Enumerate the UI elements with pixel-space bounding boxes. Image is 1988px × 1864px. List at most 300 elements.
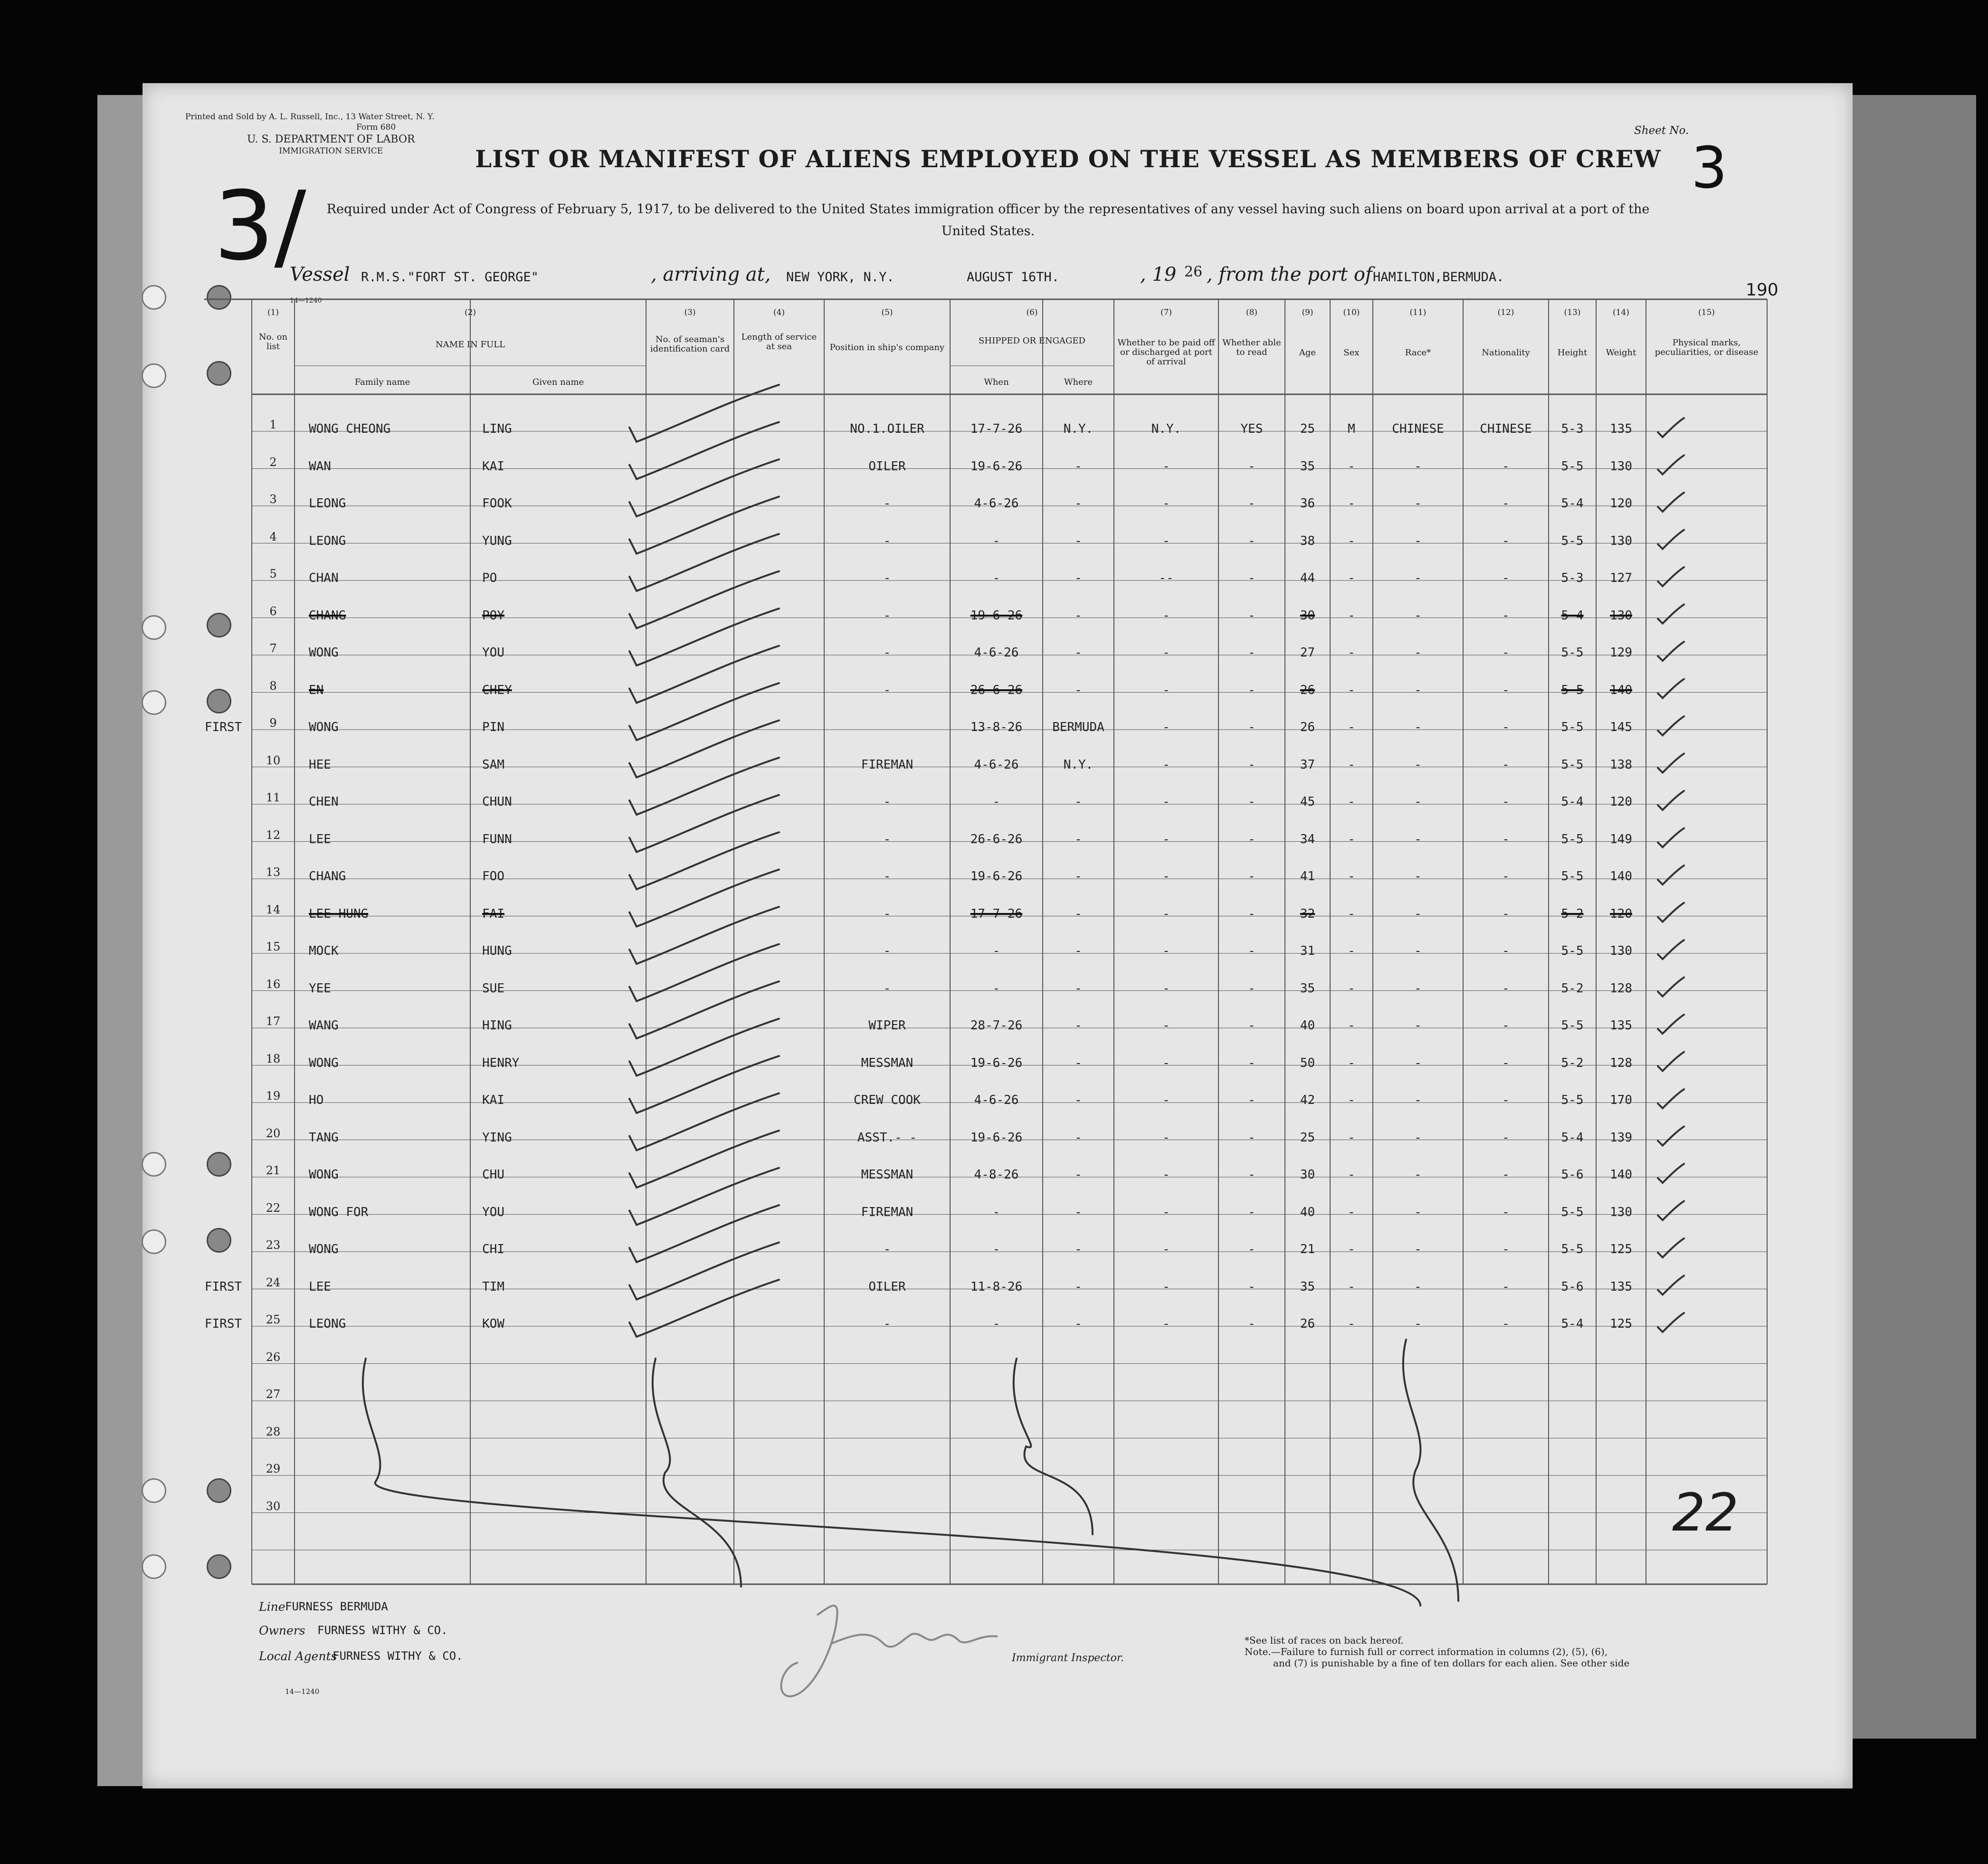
header-position-number: (5) bbox=[881, 308, 893, 317]
family-name: WONG bbox=[309, 1056, 339, 1070]
weight: 127 bbox=[1610, 571, 1632, 585]
paid-off: - bbox=[1162, 1242, 1170, 1256]
given-name: KAI bbox=[482, 1093, 504, 1107]
weight: 170 bbox=[1610, 1093, 1632, 1107]
row-note: FIRST bbox=[204, 1279, 242, 1294]
sex: - bbox=[1348, 646, 1355, 660]
race: - bbox=[1414, 646, 1422, 660]
able-to-read: - bbox=[1248, 1242, 1256, 1256]
from-label: , from the port of bbox=[1207, 264, 1372, 285]
header-able-to-read-number: (8) bbox=[1246, 308, 1258, 317]
pencil-check-mark bbox=[629, 1168, 779, 1225]
physical-marks-check bbox=[1658, 642, 1684, 661]
row-number: 6 bbox=[269, 604, 277, 618]
physical-marks-check bbox=[1658, 1164, 1684, 1183]
shipped-where: - bbox=[1075, 571, 1082, 585]
ditto-line bbox=[1014, 1359, 1093, 1534]
able-to-read: - bbox=[1248, 1279, 1256, 1294]
weight: 139 bbox=[1610, 1130, 1632, 1145]
pencil-check-mark bbox=[629, 497, 779, 554]
given-name: FAI bbox=[482, 906, 504, 921]
race: - bbox=[1414, 832, 1422, 846]
able-to-read: - bbox=[1248, 981, 1256, 996]
able-to-read: - bbox=[1248, 1018, 1256, 1033]
shipped-when: - bbox=[992, 1317, 1000, 1331]
shipped-when: - bbox=[992, 1242, 1000, 1256]
given-name: PIN bbox=[482, 720, 504, 734]
sheet-number: 3 bbox=[1691, 135, 1728, 201]
paid-off: - bbox=[1162, 1056, 1170, 1070]
family-name: LEE HUNG bbox=[309, 906, 369, 921]
age: 26 bbox=[1300, 720, 1315, 734]
given-name: FUNN bbox=[482, 832, 512, 846]
position: - bbox=[883, 646, 891, 660]
paid-off: - bbox=[1162, 944, 1170, 958]
paid-off: - bbox=[1162, 869, 1170, 884]
paid-off: - bbox=[1162, 795, 1170, 809]
shipped-when: 19-6-26 bbox=[970, 1056, 1023, 1070]
row-number: 30 bbox=[266, 1499, 281, 1513]
age: 35 bbox=[1300, 981, 1315, 996]
shipped-when: 4-8-26 bbox=[974, 1168, 1019, 1182]
height: 5-5 bbox=[1561, 1242, 1584, 1256]
sex: - bbox=[1348, 906, 1355, 921]
position: - bbox=[883, 571, 891, 585]
paid-off: - bbox=[1162, 646, 1170, 660]
able-to-read: - bbox=[1248, 869, 1256, 884]
family-name: WONG bbox=[309, 1242, 339, 1256]
given-name: CHEY bbox=[482, 683, 512, 697]
header-weight: Weight bbox=[1606, 348, 1636, 358]
sex: - bbox=[1348, 1168, 1355, 1182]
shipped-where: - bbox=[1075, 795, 1082, 809]
penalty-note-2: and (7) is punishable by a fine of ten dollars for each alien. See other side bbox=[1273, 1657, 1630, 1669]
nationality: - bbox=[1502, 720, 1510, 734]
weight: 130 bbox=[1610, 944, 1632, 958]
age: 44 bbox=[1300, 571, 1315, 585]
family-name: LEONG bbox=[309, 533, 346, 548]
height: 5-4 bbox=[1561, 795, 1584, 809]
nationality: - bbox=[1502, 944, 1510, 958]
position: - bbox=[883, 496, 891, 511]
printer-imprint: Printed and Sold by A. L. Russell, Inc., 13 Water Street, N. Y. bbox=[185, 112, 435, 122]
nationality: - bbox=[1502, 1317, 1510, 1331]
paid-off: - bbox=[1162, 496, 1170, 511]
nationality: - bbox=[1502, 906, 1510, 921]
able-to-read: - bbox=[1248, 944, 1256, 958]
nationality: - bbox=[1502, 1018, 1510, 1033]
given-name: SAM bbox=[482, 757, 504, 772]
pencil-check-mark bbox=[629, 944, 779, 1001]
pencil-check-mark bbox=[629, 870, 779, 927]
age: 32 bbox=[1300, 906, 1315, 921]
sex: - bbox=[1348, 795, 1355, 809]
race: - bbox=[1414, 795, 1422, 809]
sex: - bbox=[1348, 720, 1355, 734]
nationality: - bbox=[1502, 1279, 1510, 1294]
race: - bbox=[1414, 757, 1422, 772]
height: 5-5 bbox=[1561, 1018, 1584, 1033]
header-able-to-read: Whether able to read bbox=[1222, 338, 1281, 357]
position: NO.1.OILER bbox=[850, 422, 924, 436]
pencil-check-mark bbox=[629, 1094, 779, 1151]
paid-off: - bbox=[1162, 981, 1170, 996]
height: 5-5 bbox=[1561, 683, 1584, 697]
row-number: 29 bbox=[266, 1462, 281, 1475]
shipped-when: 19-6-26 bbox=[970, 1130, 1023, 1145]
given-name: FOOK bbox=[482, 496, 512, 511]
shipped-when: 26-6-26 bbox=[970, 832, 1023, 846]
shipped-where: - bbox=[1075, 1317, 1082, 1331]
able-to-read: - bbox=[1248, 571, 1256, 585]
ditto-line bbox=[363, 1359, 1420, 1606]
physical-marks-check bbox=[1658, 828, 1684, 847]
shipped-when: - bbox=[992, 1205, 1000, 1219]
arrival-date: AUGUST 16TH. bbox=[967, 270, 1060, 285]
header-shipped-number: (6) bbox=[1026, 308, 1038, 317]
sex: - bbox=[1348, 1056, 1355, 1070]
weight: 120 bbox=[1610, 795, 1632, 809]
header-race: Race* bbox=[1405, 348, 1431, 358]
paid-off: - bbox=[1162, 1168, 1170, 1182]
height: 5-5 bbox=[1561, 646, 1584, 660]
header-nationality-number: (12) bbox=[1497, 308, 1514, 317]
header-sex-number: (10) bbox=[1343, 308, 1360, 317]
family-name: CHANG bbox=[309, 869, 346, 884]
position: - bbox=[883, 869, 891, 884]
given-name: HUNG bbox=[482, 944, 512, 958]
able-to-read: - bbox=[1248, 1130, 1256, 1145]
arriving-port: NEW YORK, N.Y. bbox=[786, 270, 894, 285]
row-number: 11 bbox=[266, 791, 281, 804]
shipped-where: BERMUDA bbox=[1052, 720, 1104, 734]
weight: 140 bbox=[1610, 683, 1632, 697]
paid-off: - bbox=[1162, 608, 1170, 623]
header-height-number: (13) bbox=[1564, 308, 1581, 317]
shipped-where: - bbox=[1075, 1093, 1082, 1107]
race: - bbox=[1414, 608, 1422, 623]
paid-off: - bbox=[1162, 1018, 1170, 1033]
header-shipped-or-engaged: SHIPPED OR ENGAGED bbox=[979, 336, 1085, 346]
paid-off: -- bbox=[1159, 571, 1174, 585]
given-name: YING bbox=[482, 1130, 512, 1145]
row-number: 7 bbox=[269, 642, 277, 655]
given-name: YOU bbox=[482, 646, 504, 660]
header-paid-off: Whether to be paid off or discharged at port of arrival bbox=[1117, 338, 1215, 367]
weight: 145 bbox=[1610, 720, 1632, 734]
nationality: - bbox=[1502, 496, 1510, 511]
position: MESSMAN bbox=[861, 1056, 913, 1070]
shipped-when: 4-6-26 bbox=[974, 1093, 1019, 1107]
shipped-where: - bbox=[1075, 646, 1082, 660]
row-number: 22 bbox=[266, 1201, 281, 1215]
pencil-check-mark bbox=[629, 422, 779, 479]
position: OILER bbox=[868, 1279, 906, 1294]
able-to-read: - bbox=[1248, 646, 1256, 660]
header-no-on-list: No. on list bbox=[258, 332, 288, 352]
sex: - bbox=[1348, 869, 1355, 884]
position: - bbox=[883, 981, 891, 996]
given-name: LING bbox=[482, 422, 512, 436]
sex: - bbox=[1348, 1279, 1355, 1294]
able-to-read: - bbox=[1248, 496, 1256, 511]
race-note: *See list of races on back hereof. bbox=[1245, 1635, 1404, 1646]
row-number: 10 bbox=[266, 753, 281, 767]
height: 5-2 bbox=[1561, 906, 1584, 921]
given-name: YOU bbox=[482, 1205, 504, 1219]
nationality: - bbox=[1502, 1056, 1510, 1070]
able-to-read: - bbox=[1248, 1205, 1256, 1219]
sex: - bbox=[1348, 533, 1355, 548]
paid-off: - bbox=[1162, 1205, 1170, 1219]
shipped-where: - bbox=[1075, 832, 1082, 846]
weight: 129 bbox=[1610, 646, 1632, 660]
physical-marks-check bbox=[1658, 716, 1684, 735]
race: - bbox=[1414, 1168, 1422, 1182]
nationality: - bbox=[1502, 683, 1510, 697]
paid-off: - bbox=[1162, 1130, 1170, 1145]
row-number: 17 bbox=[266, 1015, 281, 1028]
from-port: HAMILTON,BERMUDA. bbox=[1373, 270, 1504, 285]
pencil-check-mark bbox=[629, 981, 779, 1038]
row-number: 9 bbox=[269, 716, 277, 730]
pencil-check-mark bbox=[629, 907, 779, 964]
sex: - bbox=[1348, 1093, 1355, 1107]
position: OILER bbox=[868, 459, 906, 474]
family-name: CHANG bbox=[309, 608, 346, 623]
shipped-where: - bbox=[1075, 906, 1082, 921]
inspector-signature bbox=[760, 1587, 1026, 1710]
row-number: 21 bbox=[266, 1164, 281, 1177]
height: 5-5 bbox=[1561, 944, 1584, 958]
nationality: - bbox=[1502, 1242, 1510, 1256]
able-to-read: - bbox=[1248, 1317, 1256, 1331]
pencil-check-mark bbox=[629, 832, 779, 889]
height: 5-6 bbox=[1561, 1168, 1584, 1182]
shipped-where: - bbox=[1075, 533, 1082, 548]
nationality: - bbox=[1502, 459, 1510, 474]
age: 50 bbox=[1300, 1056, 1315, 1070]
row-number: 24 bbox=[266, 1275, 281, 1289]
height: 5-5 bbox=[1561, 533, 1584, 548]
sex: - bbox=[1348, 1242, 1355, 1256]
page-subtitle: Required under Act of Congress of February 5, 1917, to be delivered to the United States immigration officer by the representatives of any vessel having such aliens on board upon arrival at a port of the United States. bbox=[326, 202, 1650, 238]
row-number: 28 bbox=[266, 1425, 281, 1438]
family-name: CHEN bbox=[309, 795, 339, 809]
sex: - bbox=[1348, 1317, 1355, 1331]
ditto-line bbox=[653, 1359, 741, 1587]
given-name: HING bbox=[482, 1018, 512, 1033]
shipped-where: N.Y. bbox=[1063, 422, 1094, 436]
race: - bbox=[1414, 571, 1422, 585]
age: 30 bbox=[1300, 1168, 1315, 1182]
header-physical-marks-number: (15) bbox=[1698, 308, 1715, 317]
position: WIPER bbox=[868, 1018, 906, 1033]
physical-marks-check bbox=[1658, 1201, 1684, 1220]
physical-marks-check bbox=[1658, 1089, 1684, 1108]
row-number: 26 bbox=[266, 1350, 281, 1364]
row-number: 8 bbox=[269, 679, 277, 693]
weight: 130 bbox=[1610, 533, 1632, 548]
shipped-where: - bbox=[1075, 1018, 1082, 1033]
given-name: CHUN bbox=[482, 795, 512, 809]
header-age-number: (9) bbox=[1302, 308, 1313, 317]
shipped-when: - bbox=[992, 571, 1000, 585]
able-to-read: - bbox=[1248, 906, 1256, 921]
nationality: CHINESE bbox=[1480, 422, 1532, 436]
penalty-note-1: Note.—Failure to furnish full or correct information in columns (2), (5), (6), bbox=[1245, 1646, 1608, 1657]
able-to-read: - bbox=[1248, 608, 1256, 623]
page-number: 190 bbox=[1746, 280, 1779, 300]
race: - bbox=[1414, 906, 1422, 921]
row-number: 20 bbox=[266, 1126, 281, 1140]
weight: 130 bbox=[1610, 459, 1632, 474]
shipped-when: 19-6-26 bbox=[970, 608, 1023, 623]
header-name-number: (2) bbox=[464, 308, 476, 317]
weight: 135 bbox=[1610, 1279, 1632, 1294]
handwritten-mark: 3/ bbox=[214, 171, 306, 282]
physical-marks-check bbox=[1658, 865, 1684, 884]
height: 5-3 bbox=[1561, 571, 1584, 585]
height: 5-5 bbox=[1561, 832, 1584, 846]
paid-off: - bbox=[1162, 1093, 1170, 1107]
shipped-where: - bbox=[1075, 1130, 1082, 1145]
able-to-read: - bbox=[1248, 1056, 1256, 1070]
paid-off: - bbox=[1162, 459, 1170, 474]
family-name: LEONG bbox=[309, 1317, 346, 1331]
row-number: 16 bbox=[266, 977, 281, 991]
age: 34 bbox=[1300, 832, 1315, 846]
position: - bbox=[883, 944, 891, 958]
header-length-of-service: Length of service at sea bbox=[741, 332, 817, 352]
paid-off: - bbox=[1162, 757, 1170, 772]
family-name: WONG FOR bbox=[309, 1205, 369, 1219]
able-to-read: YES bbox=[1240, 422, 1263, 436]
sex: - bbox=[1348, 496, 1355, 511]
family-name: LEONG bbox=[309, 496, 346, 511]
physical-marks-check bbox=[1658, 456, 1684, 475]
shipped-when: 4-6-26 bbox=[974, 496, 1019, 511]
paid-off: - bbox=[1162, 533, 1170, 548]
nationality: - bbox=[1502, 1205, 1510, 1219]
age: 40 bbox=[1300, 1205, 1315, 1219]
age: 35 bbox=[1300, 459, 1315, 474]
age: 27 bbox=[1300, 646, 1315, 660]
pencil-check-mark bbox=[629, 1205, 779, 1262]
weight: 135 bbox=[1610, 422, 1632, 436]
pencil-check-mark bbox=[629, 795, 779, 852]
nationality: - bbox=[1502, 533, 1510, 548]
able-to-read: - bbox=[1248, 832, 1256, 846]
sex: - bbox=[1348, 683, 1355, 697]
family-name: HO bbox=[309, 1093, 324, 1107]
position: ASST.- - bbox=[857, 1130, 917, 1145]
position: - bbox=[883, 832, 891, 846]
position: - bbox=[883, 1317, 891, 1331]
sex: - bbox=[1348, 608, 1355, 623]
agents-label: Local Agents bbox=[259, 1649, 337, 1663]
age: 26 bbox=[1300, 1317, 1315, 1331]
header-where: Where bbox=[1064, 377, 1093, 387]
form-code-bottom: 14—1240 bbox=[285, 1687, 320, 1696]
year-prefix: , 19 bbox=[1140, 264, 1177, 285]
weight: 125 bbox=[1610, 1242, 1632, 1256]
age: 40 bbox=[1300, 1018, 1315, 1033]
row-number: 2 bbox=[269, 455, 277, 469]
header-nationality: Nationality bbox=[1482, 348, 1530, 358]
family-name: WONG CHEONG bbox=[309, 422, 391, 436]
header-id-card: No. of seaman's identification card bbox=[650, 334, 730, 354]
page-title: LIST OR MANIFEST OF ALIENS EMPLOYED ON THE VESSEL AS MEMBERS OF CREW bbox=[475, 145, 1661, 173]
height: 5-5 bbox=[1561, 459, 1584, 474]
header-family-name: Family name bbox=[354, 377, 410, 387]
pencil-check-mark bbox=[629, 1019, 779, 1076]
sex: - bbox=[1348, 944, 1355, 958]
row-number: 4 bbox=[269, 530, 277, 543]
height: 5-4 bbox=[1561, 608, 1584, 623]
row-number: 25 bbox=[266, 1313, 281, 1326]
shipped-when: 28-7-26 bbox=[970, 1018, 1023, 1033]
sex: - bbox=[1348, 981, 1355, 996]
nationality: - bbox=[1502, 832, 1510, 846]
sheet-label: Sheet No. bbox=[1634, 124, 1689, 137]
position: - bbox=[883, 608, 891, 623]
given-name: SUE bbox=[482, 981, 504, 996]
weight: 149 bbox=[1610, 832, 1632, 846]
weight: 135 bbox=[1610, 1018, 1632, 1033]
race: CHINESE bbox=[1392, 422, 1444, 436]
header-no-on-list-number: (1) bbox=[267, 308, 279, 317]
race: - bbox=[1414, 1242, 1422, 1256]
family-name: WANG bbox=[309, 1018, 339, 1033]
sex: - bbox=[1348, 459, 1355, 474]
header-name-in-full: NAME IN FULL bbox=[435, 340, 505, 350]
race: - bbox=[1414, 869, 1422, 884]
sex: - bbox=[1348, 757, 1355, 772]
position: - bbox=[883, 795, 891, 809]
paid-off: - bbox=[1162, 906, 1170, 921]
row-note: FIRST bbox=[204, 1317, 242, 1331]
sex: - bbox=[1348, 1205, 1355, 1219]
pencil-check-mark bbox=[629, 1056, 779, 1113]
age: 41 bbox=[1300, 869, 1315, 884]
race: - bbox=[1414, 1130, 1422, 1145]
shipped-when: 19-6-26 bbox=[970, 459, 1023, 474]
shipped-where: - bbox=[1075, 1205, 1082, 1219]
pencil-check-mark bbox=[629, 571, 779, 628]
weight: 120 bbox=[1610, 496, 1632, 511]
header-id-card-number: (3) bbox=[684, 308, 696, 317]
race: - bbox=[1414, 496, 1422, 511]
sex: - bbox=[1348, 1018, 1355, 1033]
nationality: - bbox=[1502, 1130, 1510, 1145]
shipped-when: 26-6-26 bbox=[970, 683, 1023, 697]
line-label: Line bbox=[259, 1600, 285, 1614]
arrival-year: 26 bbox=[1184, 264, 1203, 280]
agents-value: FURNESS WITHY & CO. bbox=[333, 1649, 463, 1663]
race: - bbox=[1414, 459, 1422, 474]
age: 36 bbox=[1300, 496, 1315, 511]
height: 5-6 bbox=[1561, 1279, 1584, 1294]
pencil-check-mark bbox=[629, 646, 779, 703]
height: 5-4 bbox=[1561, 496, 1584, 511]
shipped-when: - bbox=[992, 981, 1000, 996]
family-name: WAN bbox=[309, 459, 331, 474]
position: CREW COOK bbox=[854, 1093, 921, 1107]
position: FIREMAN bbox=[861, 757, 913, 772]
family-name: HEE bbox=[309, 757, 331, 772]
physical-marks-check bbox=[1658, 1313, 1684, 1332]
